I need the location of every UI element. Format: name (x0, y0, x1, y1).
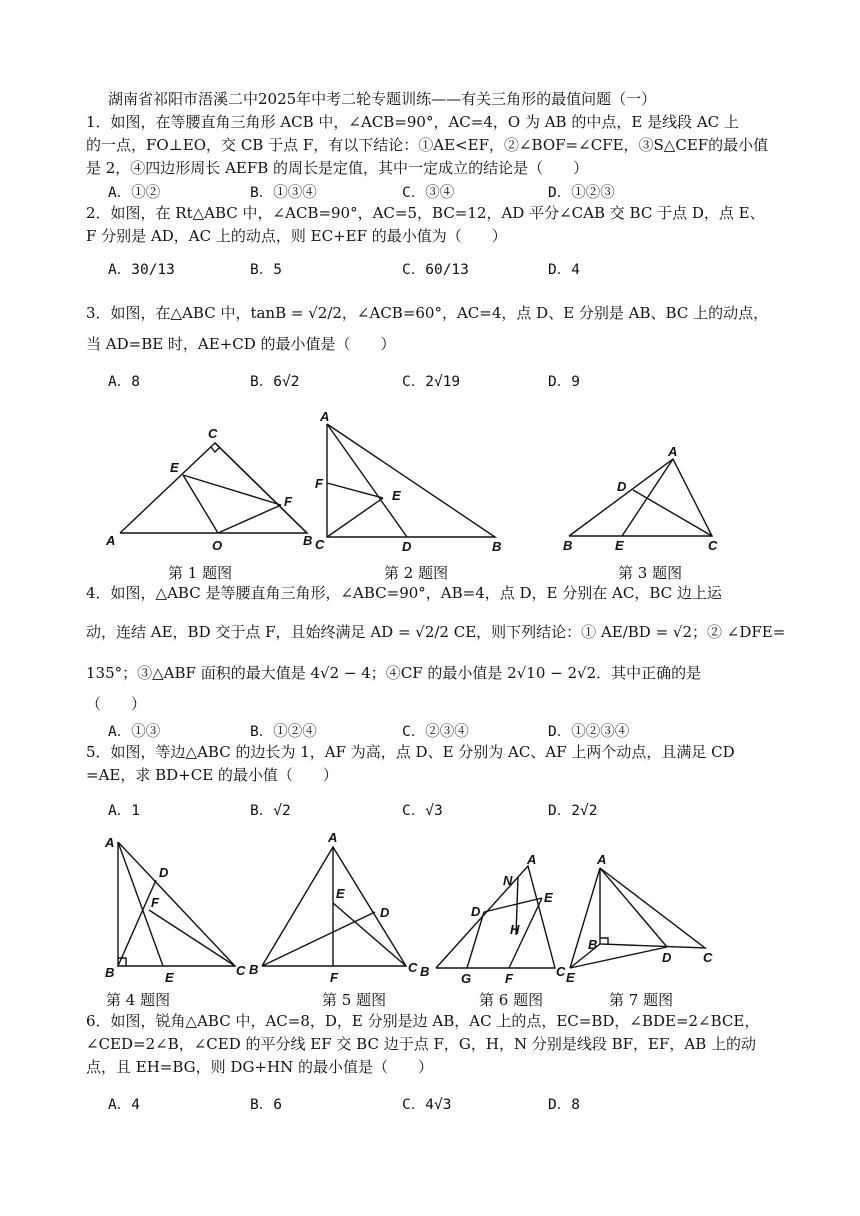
q5-option-d[interactable]: D．2√2 (548, 803, 598, 819)
q1-line-3: 是 2，④四边形周长 AEFB 的周长是定值，其中一定成立的结论是（ ） (86, 159, 589, 177)
fig6-label-d: D (471, 904, 481, 919)
q6-option-d[interactable]: D．8 (548, 1097, 580, 1113)
fig5-label-e: E (336, 886, 345, 901)
fig5-label-d: D (380, 905, 390, 920)
q2-option-b[interactable]: B．5 (250, 262, 282, 278)
q6-option-a[interactable]: A．4 (108, 1097, 140, 1113)
fig1-label-e: E (170, 460, 179, 475)
fig6-label-c: C (556, 964, 566, 979)
q4-option-c[interactable]: C．②③④ (402, 724, 469, 740)
fig1-label-a: A (106, 533, 116, 548)
q4-line-3: 135°；③△ABF 面积的最大值是 4√2 − 4；④CF 的最小值是 2√10 − 2√2．其中正确的是 (86, 664, 702, 682)
fig5-label-b: B (249, 962, 259, 977)
fig7-label-b: B (588, 937, 598, 952)
fig6-label-a: A (527, 852, 537, 867)
q4-option-b[interactable]: B．①②④ (250, 724, 317, 740)
q1-option-c[interactable]: C．③④ (402, 185, 455, 201)
fig6-label-e: E (544, 890, 553, 905)
q6-line-1: 6．如图，锐角△ABC 中，AC=8，D，E 分别是边 AB，AC 上的点，EC=BD，∠BDE=2∠BCE， (86, 1012, 760, 1030)
fig5-label-f: F (330, 970, 338, 985)
q3-option-a[interactable]: A．8 (108, 374, 140, 390)
q5-line-2: =AE，求 BD+CE 的最小值（ ） (86, 766, 338, 784)
fig6-label-g: G (461, 971, 472, 986)
q4-option-d[interactable]: D．①②③④ (548, 724, 630, 740)
q1-line-1: 1．如图，在等腰直角三角形 ACB 中，∠ACB=90°，AC=4，O 为 AB 的中点，E 是线段 AC 上 (86, 113, 739, 131)
fig3-label-a: A (668, 444, 678, 459)
fig5-label-c: C (408, 960, 418, 975)
fig6-label-n: N (503, 873, 513, 888)
figure-6-triangle (436, 866, 555, 968)
fig4-label-f: F (151, 895, 159, 910)
fig1-label-c: C (208, 426, 218, 441)
fig7-label-e: E (566, 970, 575, 985)
q2-line-1: 2．如图，在 Rt△ABC 中，∠ACB=90°，AC=5，BC=12，AD 平分∠CAB 交 BC 于点 D，点 E、 (86, 204, 765, 222)
q3-option-d[interactable]: D．9 (548, 374, 580, 390)
fig4-label-b: B (105, 965, 115, 980)
fig3-label-b: B (563, 538, 573, 553)
q4-line-1: 4．如图，△ABC 是等腰直角三角形，∠ABC=90°，AB=4，点 D，E 分别在 AC，BC 边上运 (86, 584, 722, 602)
fig1-label-b: B (303, 533, 313, 548)
fig5-label-a: A (328, 830, 338, 845)
caption-fig-7: 第 7 题图 (609, 991, 674, 1009)
fig2-label-f: F (315, 476, 323, 491)
q6-option-b[interactable]: B．6 (250, 1097, 282, 1113)
q6-line-2: ∠CED=2∠B，∠CED 的平分线 EF 交 BC 边于点 F，G，H，N 分别是线段 BF，EF，AB 上的动 (86, 1035, 757, 1053)
q6-option-c[interactable]: C．4√3 (402, 1097, 452, 1113)
fig6-label-f: F (505, 971, 513, 986)
fig2-label-a: A (320, 409, 330, 424)
q4-line-4: （ ） (86, 695, 147, 713)
fig2-label-c: C (315, 537, 325, 552)
q1-option-a[interactable]: A．①② (108, 185, 161, 201)
fig1-label-f: F (284, 494, 292, 509)
fig4-label-a: A (105, 835, 115, 850)
fig2-label-b: B (492, 539, 502, 554)
fig6-label-h: H (510, 922, 520, 937)
fig4-label-e: E (165, 970, 174, 985)
fig7-label-a: A (597, 852, 607, 867)
fig7-label-d: D (662, 950, 672, 965)
caption-fig-5: 第 5 题图 (322, 991, 387, 1009)
q3-line-2: 当 AD=BE 时，AE+CD 的最小值是（ ） (86, 335, 396, 353)
q5-option-b[interactable]: B．√2 (250, 803, 291, 819)
fig3-label-d: D (617, 479, 627, 494)
fig1-label-o: O (212, 538, 223, 553)
caption-fig-4: 第 4 题图 (106, 991, 171, 1009)
q2-option-c[interactable]: C．60/13 (402, 262, 469, 278)
q3-line-1: 3．如图，在△ABC 中，tanB = √2/2，∠ACB=60°，AC=4，点 D、E 分别是 AB、BC 上的动点， (86, 304, 769, 322)
caption-fig-2: 第 2 题图 (384, 564, 449, 582)
caption-fig-1: 第 1 题图 (168, 564, 233, 582)
q3-option-b[interactable]: B．6√2 (250, 374, 300, 390)
fig2-label-d: D (402, 539, 412, 554)
q5-option-a[interactable]: A．1 (108, 803, 140, 819)
page-title: 湖南省祁阳市浯溪二中2025年中考二轮专题训练——有关三角形的最值问题（一） (108, 90, 657, 108)
q5-option-c[interactable]: C．√3 (402, 803, 443, 819)
q1-option-d[interactable]: D．①②③ (548, 185, 615, 201)
q1-line-2: 的一点，FO⊥EO，交 CB 于点 F，有以下结论：①AE<EF，②∠BOF=∠CFE，③S△CEF的最小值 (86, 136, 769, 154)
q3-option-c[interactable]: C．2√19 (402, 374, 461, 390)
caption-fig-3: 第 3 题图 (618, 564, 683, 582)
q2-option-d[interactable]: D．4 (548, 262, 580, 278)
q4-line-2: 动，连结 AE，BD 交于点 F，且始终满足 AD = √2/2 CE，则下列结论：① AE/BD = √2；② ∠DFE= (86, 623, 786, 641)
fig3-label-c: C (708, 538, 718, 553)
q4-option-a[interactable]: A．①③ (108, 724, 161, 740)
fig7-label-c: C (703, 950, 713, 965)
q6-line-3: 点，且 EH=BG，则 DG+HN 的最小值是（ ） (86, 1058, 433, 1076)
fig3-label-e: E (615, 538, 624, 553)
figure-7-triangle (570, 868, 705, 968)
q2-option-a[interactable]: A．30/13 (108, 262, 175, 278)
fig6-label-b: B (420, 964, 430, 979)
caption-fig-6: 第 6 题图 (479, 991, 544, 1009)
fig4-label-c: C (236, 963, 246, 978)
figure-4-triangle (118, 842, 235, 966)
q1-option-b[interactable]: B．①③④ (250, 185, 317, 201)
fig2-label-e: E (392, 488, 401, 503)
fig4-label-d: D (159, 865, 169, 880)
q2-line-2: F 分别是 AD，AC 上的动点，则 EC+EF 的最小值为（ ） (86, 227, 507, 245)
q5-line-1: 5．如图，等边△ABC 的边长为 1，AF 为高，点 D、E 分别为 AC、AF 上两个动点，且满足 CD (86, 743, 735, 761)
